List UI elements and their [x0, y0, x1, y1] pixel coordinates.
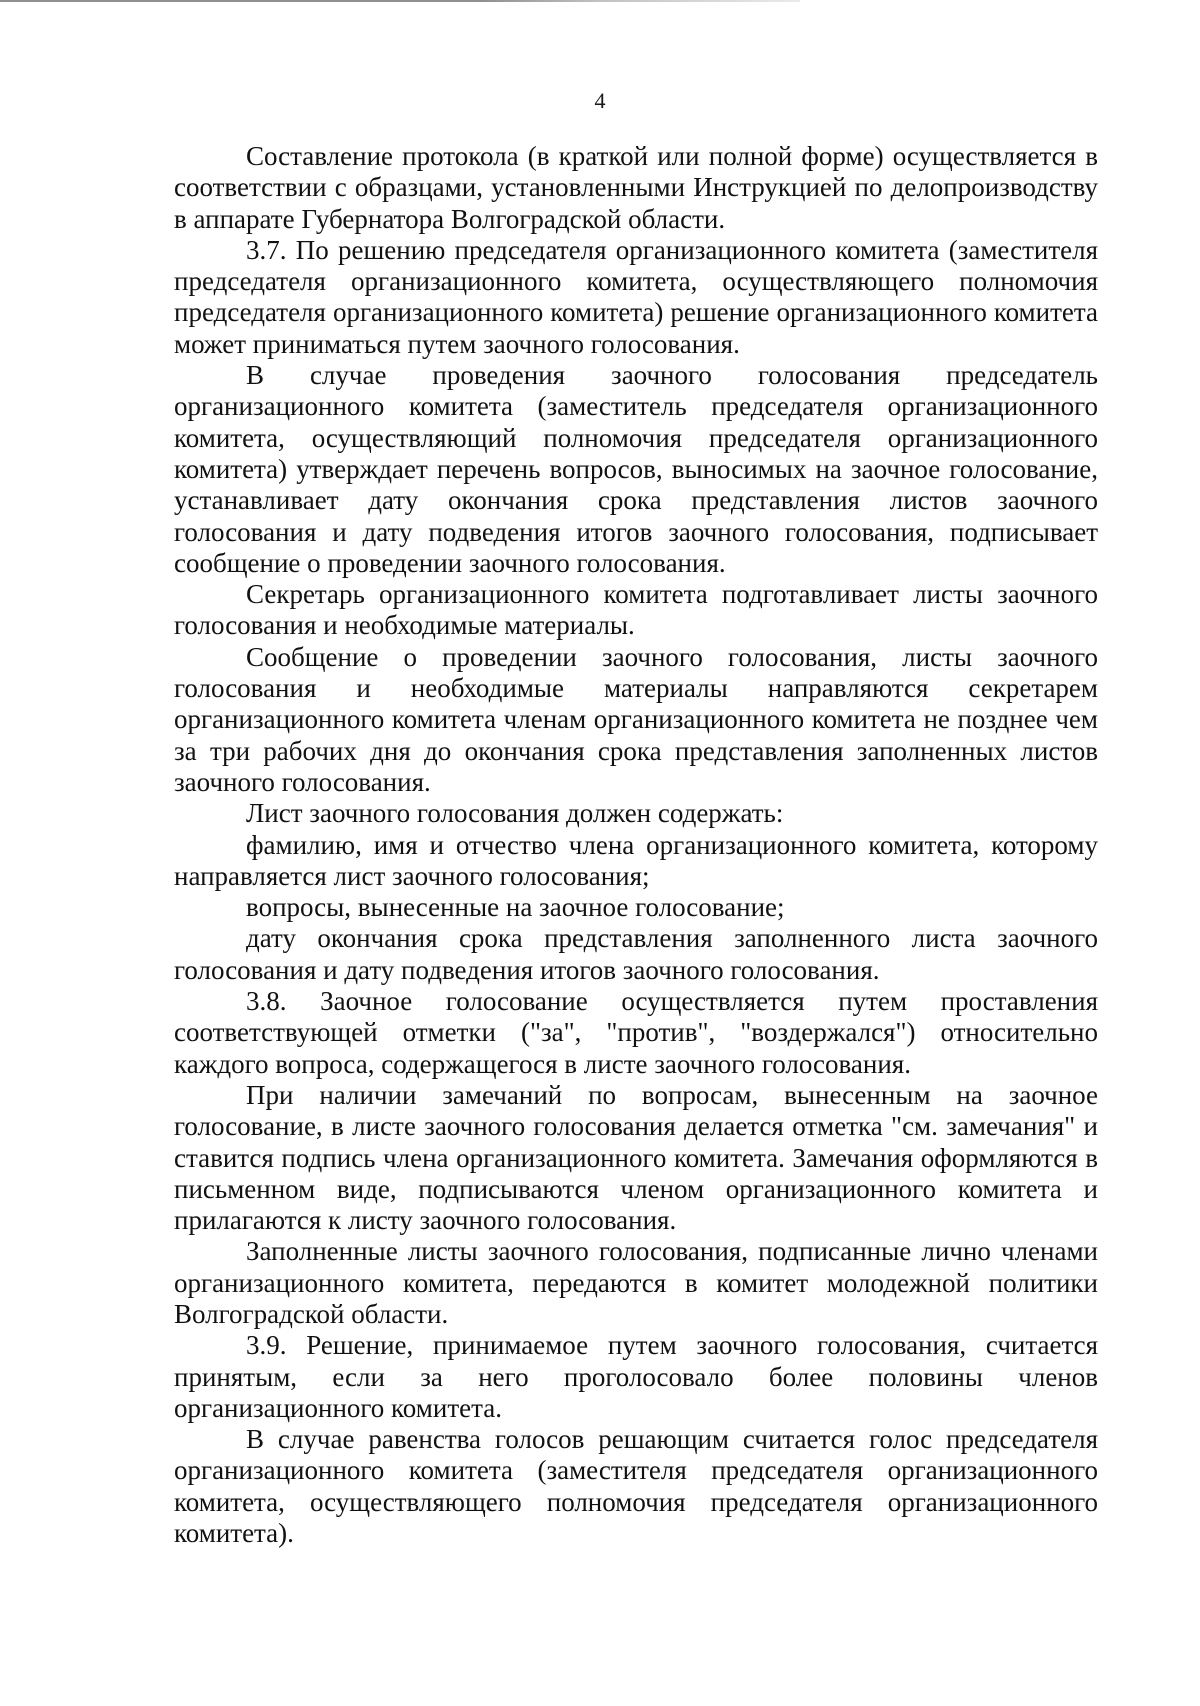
paragraph-remarks: При наличии замечаний по вопросам, вынесенным на заочное голосование, в листе заочного голосования делается отметка "см. замечания" и ставится подпись члена организационного комитета. Замечания оформляются в письменном виде, подписываются членом организационного комитета и прилагаются к листу заочного голосования. [174, 1079, 1098, 1236]
paragraph-protocol-format: Составление протокола (в краткой или полной форме) осуществляется в соответствии с образцами, установленными Инструкцией по делопроизводству в аппарате Губернатора Волгоградской области. [174, 141, 1098, 234]
page-number: 4 [594, 88, 606, 113]
paragraph-ballot-dates: дату окончания срока представления заполненного листа заочного голосования и дату подведения итогов заочного голосования. [174, 923, 1098, 985]
paragraph-3-7: 3.7. По решению председателя организационного комитета (заместителя председателя организационного комитета, осуществляющего полномочия председателя организационного комитета) решение организационного комитета может приниматься путем заочного голосования. [174, 234, 1098, 359]
paragraph-completed-ballots: Заполненные листы заочного голосования, подписанные лично членами организационного комитета, передаются в комитет молодежной политики Волгоградской области. [174, 1236, 1098, 1329]
paragraph-ballot-name: фамилию, имя и отчество члена организационного комитета, которому направляется лист заочного голосования; [174, 829, 1098, 891]
paragraph-3-8: 3.8. Заочное голосование осуществляется путем проставления соответствующей отметки ("за", "против", "воздержался") относительно каждого вопроса, содержащегося в листе заочного голосования. [174, 986, 1098, 1079]
document-body [174, 141, 1098, 1549]
paragraph-absentee-vote-chairman: В случае проведения заочного голосования председатель организационного комитета (заместитель председателя организационного комитета, осуществляющий полномочия председателя организационного комитета) утверждает перечень вопросов, выносимых на заочное голосование, устанавливает дату окончания срока представления листов заочного голосования и дату подведения итогов заочного голосования, подписывает сообщение о проведении заочного голосования. [174, 360, 1098, 578]
paragraph-notice: Сообщение о проведении заочного голосования, листы заочного голосования и необходимые материалы направляются секретарем организационного комитета членам организационного комитета не позднее чем за три рабочих дня до окончания срока представления заполненных листов заочного голосования. [174, 641, 1098, 797]
paragraph-ballot-questions: вопросы, вынесенные на заочное голосование; [246, 892, 785, 923]
paragraph-ballot-contents: Лист заочного голосования должен содержать: [246, 798, 784, 829]
paragraph-3-9: 3.9. Решение, принимаемое путем заочного голосования, считается принятым, если за него проголосовало более половины членов организационного комитета. [174, 1330, 1098, 1423]
scan-edge-line [0, 0, 800, 2]
paragraph-tie-vote: В случае равенства голосов решающим считается голос председателя организационного комитета (заместителя председателя организационного комитета, осуществляющего полномочия председателя организационного комитета). [174, 1424, 1098, 1549]
paragraph-secretary: Секретарь организационного комитета подготавливает листы заочного голосования и необходимые материалы. [174, 579, 1098, 641]
